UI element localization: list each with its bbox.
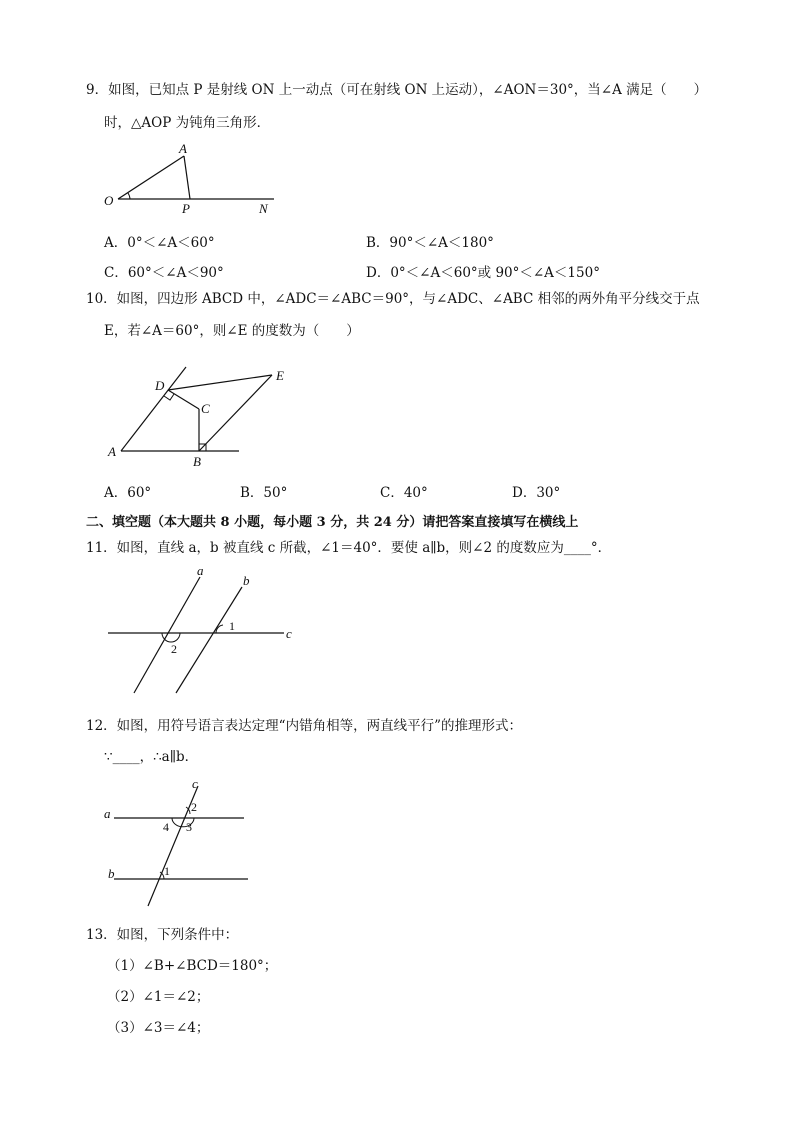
q10-stem-line1: 10．如图，四边形 ABCD 中，∠ADC＝∠ABC＝90°，与∠ADC、∠ABC 相邻的两外角平分线交于点 — [86, 291, 700, 307]
q10-stem-line2: E，若∠A＝60°，则∠E 的度数为（ ） — [104, 323, 360, 339]
q12-angle-2: 2 — [191, 800, 197, 814]
q12-angle-3: 3 — [186, 820, 192, 834]
q12-stem-line1: 12．如图，用符号语言表达定理“内错角相等，两直线平行”的推理形式： — [86, 718, 522, 734]
q11-angle-1: 1 — [229, 619, 235, 633]
q13-item-1: （1）∠B+∠BCD＝180°； — [107, 958, 278, 974]
q12-label-b: b — [108, 866, 115, 881]
q12-angle-4: 4 — [163, 820, 169, 834]
q9-option-a: A．0°＜∠A＜60° — [104, 235, 215, 251]
q9-label-A: A — [179, 141, 187, 156]
q10-option-b: B．50° — [240, 485, 288, 501]
q9-stem-line2: 时，△AOP 为钝角三角形． — [104, 115, 271, 131]
q12-stem-line2: ∵____，∴a∥b． — [104, 749, 199, 765]
q10-figure — [104, 363, 294, 471]
q11-label-b: b — [243, 573, 250, 588]
q9-figure — [96, 138, 286, 220]
q9-label-N: N — [259, 201, 268, 216]
q9-option-b: B．90°＜∠A＜180° — [366, 235, 494, 251]
q10-label-A: A — [108, 444, 116, 459]
q9-label-P: P — [182, 201, 190, 216]
q12-figure — [100, 774, 256, 908]
q13-stem: 13．如图，下列条件中： — [86, 927, 239, 943]
q11-stem: 11．如图，直线 a，b 被直线 c 所截，∠1＝40°．要使 a∥b，则∠2 的度数应为____°． — [86, 540, 612, 556]
q13-item-3: （3）∠3＝∠4； — [107, 1020, 210, 1036]
q9-label-O: O — [104, 193, 114, 208]
q13-item-2: （2）∠1＝∠2； — [107, 989, 210, 1005]
q10-label-B: B — [193, 454, 201, 469]
q12-label-a: a — [104, 806, 111, 821]
q10-option-a: A．60° — [104, 485, 152, 501]
q9-option-d: D．0°＜∠A＜60°或 90°＜∠A＜150° — [366, 265, 600, 281]
q11-figure — [104, 565, 300, 697]
q12-label-c: c — [192, 776, 198, 791]
q12-angle-1: 1 — [164, 864, 170, 878]
q11-label-c: c — [286, 626, 292, 641]
q10-option-d: D．30° — [512, 485, 561, 501]
q10-label-D: D — [155, 378, 165, 393]
q11-label-a: a — [197, 565, 204, 578]
q9-option-c: C．60°＜∠A＜90° — [104, 265, 224, 281]
section-2-heading: 二、填空题（本大题共 8 小题，每小题 3 分，共 24 分）请把答案直接填写在横线上 — [86, 515, 579, 530]
q9-stem-line1: 9．如图，已知点 P 是射线 ON 上一动点（可在射线 ON 上运动），∠AON＝30°，当∠A 满足（ ） — [86, 82, 708, 98]
q10-label-C: C — [201, 401, 210, 416]
q11-angle-2: 2 — [171, 642, 177, 656]
q10-option-c: C．40° — [380, 485, 428, 501]
q10-label-E: E — [276, 368, 284, 383]
